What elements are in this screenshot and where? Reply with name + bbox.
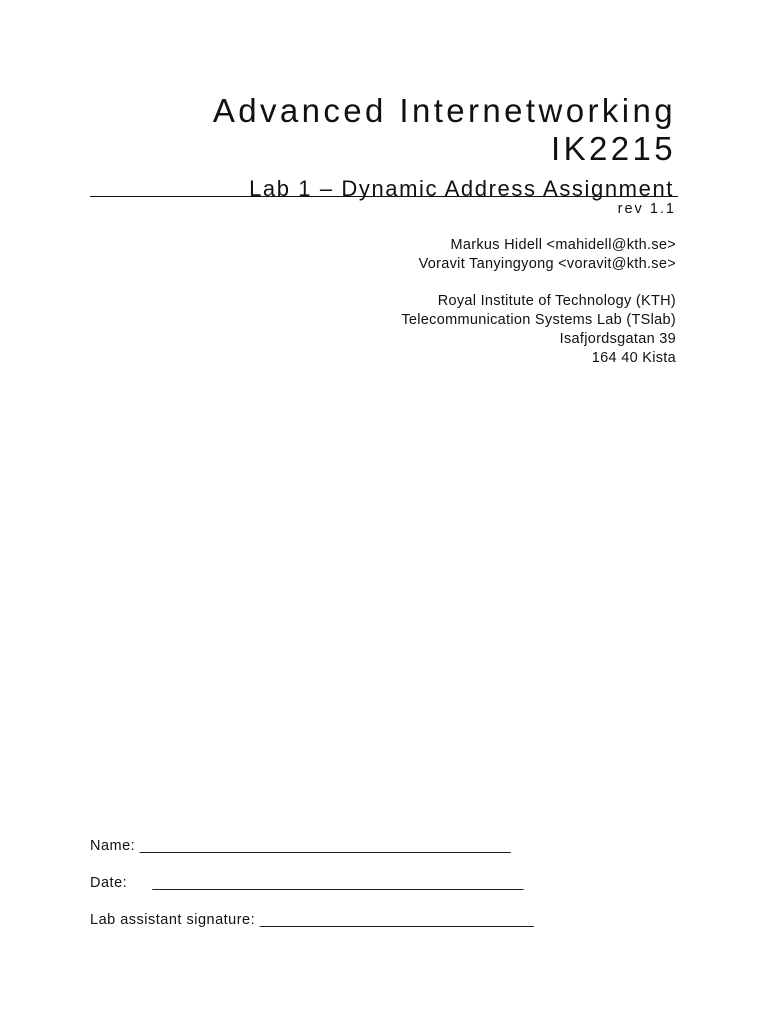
revision-label: rev 1.1 [617, 201, 676, 217]
title-divider [90, 196, 678, 197]
signature-row [90, 910, 650, 947]
address-line: Telecommunication Systems Lab (TSlab) [401, 312, 676, 328]
name-field-line: ______________________________________________ [139, 838, 511, 854]
author-list [90, 236, 676, 274]
document-title: Advanced Internetworking [212, 92, 676, 129]
institution-address [90, 292, 676, 368]
course-code: IK2215 [551, 130, 676, 167]
date-field-line: ______________________________________________ [152, 875, 524, 891]
address-line: 164 40 Kista [591, 350, 676, 366]
date-label: Date: [90, 875, 128, 891]
document-meta [90, 200, 676, 368]
address-line: Royal Institute of Technology (KTH) [437, 293, 676, 309]
signature-field-line: __________________________________ [259, 912, 534, 928]
author-line: Voravit Tanyingyong <voravit@kth.se> [418, 256, 676, 272]
author-line: Markus Hidell <mahidell@kth.se> [450, 237, 676, 253]
title-block [90, 92, 676, 202]
signoff-form [90, 836, 650, 947]
name-row [90, 836, 650, 873]
signature-label: Lab assistant signature: [90, 912, 256, 928]
address-line: Isafjordsgatan 39 [559, 331, 676, 347]
name-label: Name: [90, 838, 136, 854]
document-subtitle: Lab 1 – Dynamic Address Assignment [249, 176, 674, 201]
date-row [90, 873, 650, 910]
